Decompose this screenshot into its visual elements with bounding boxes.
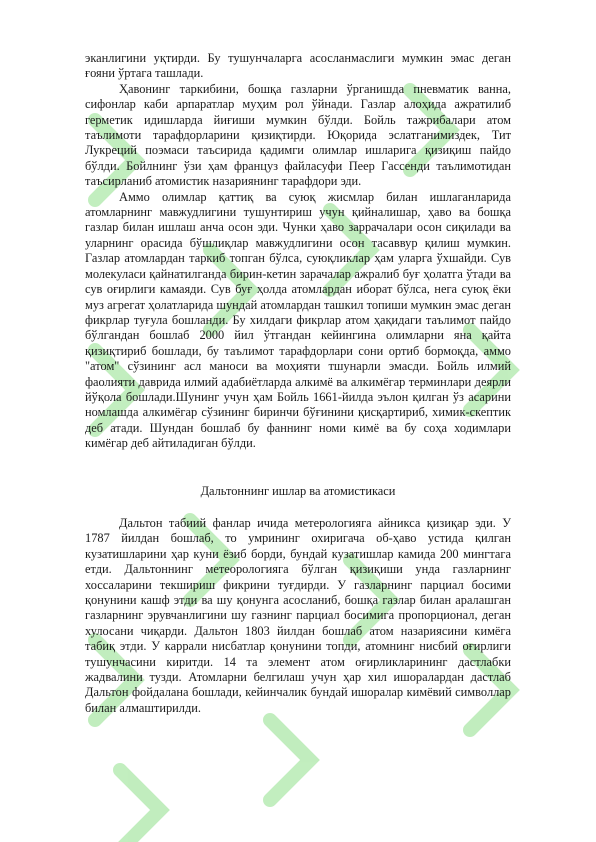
document-body: [85, 51, 511, 716]
paragraph: Дальтон табиий фанлар ичида метерологияга айникса қизиқар эди. У 1787 йилдан бошлаб, то умрининг охиригача об-ҳаво устида қилган кузатишларини ҳар куни ёзиб борди, бундай кузатишлар камида 200 мингтага етди. Дальтоннинг метеорологияга бўлган қизиқиши унда газларнинг хоссаларини текшириш фикрини туғдирди. У газларнинг парциал босими қонунини кашф этди ва шу қонунга асосланиб, бошқа газлар билан аралашган газларнинг эрувчанлигини шу газнинг парциал босимига пропорционал, деган хулосани чиқарди. Дальтон 1803 йилдан бошлаб атом назариясини кимёга табиқ этди. У каррали нисбатлар қонунини топди, атомнинг нисбий оғирлиги тушунчасини киритди. 14 та элемент атом оғирликларининг дастлабки жадвалини тузди. Атомларни белгилаш учун ҳар хил ишоралардан дастлаб Дальтон фойдалана бошлади, кейинчалик бундай ишоралар кимёвий символлар билан алмаштирилди.: [85, 515, 511, 715]
paragraph: Аммо олимлар қаттиқ ва суюқ жисмлар билан ишлаганларида атомларнинг мавжудлигини тушунтириш учун қийналишар, ҳаво ва бошқа газлар билан ишлаш анча осон эди. Чунки ҳаво заррачалари осон сиқилади ва уларнинг орасида бўшлиқлар мавжудлигини осон тасаввур қилиш мумкин. Газлар атомлардан таркиб топган бўлса, суюқликлар ҳам уларга ўхшайди. Сув молекуласи қайнатилганда бирин-кетин зарачалар ажралиб буғ ҳолатга ўтади ва сув оғирлиги камаяди. Сув буғ ҳолда атомлардан иборат бўлса, нега суюқ ёки муз агрегат ҳолатларида шундай атомлардан ташкил топиши мумкин эмас деган фикрлар туғула бошланди. Бу хилдаги фикрлар атом ҳақидаги таълимот пайдо бўлгандан бошлаб 2000 йил ўтгандан кейингина олимларни яна қайта қизиқтириб бошлади, бу таълимот тарафдорлари сони ортиб бормоқда, аммо "атом" сўзининг асл маноси ва моҳияти тшунарли эмасди. Бойль илмий фаолияти даврида илмий адабиётларда алкимё ва алкимёгар терминлари деярли йўқола бошлади.Шунинг учун ҳам Бойль 1661-йилда эълон қилган ўз асарини номлашда алкимёгар сўзининг биринчи бўғинини қисқартириб, химик-скептик деб атади. Шундан бошлаб бу фаннинг номи кимё ва бу соҳа ходимлари кимёгар деб айтиладиган бўлди.: [85, 189, 511, 451]
section-heading: Дальтоннинг ишлар ва атомистикаси: [200, 483, 396, 498]
paragraph: Ҳавонинг таркибини, бошқа газларни ўрганишда пневматик ванна, сифонлар каби арпаратлар муҳим рол ўйнади. Газлар алоҳида ажратилиб герметик идишларда йиғиши мумкин бўлди. Бойль тажрибалари атом таълимоти тарафдорларини қизиқтирди. Юқорида эслатганимиздек, Тит Лукреций поэмаси таъсирида қадимги олимлар ишларига қизиқиш пайдо бўлди. Бойлнинг ўзи ҳам француз файласуфи Пеер Гассенди таълимотидан таъсирланиб атомистик назариянинг тарафдори эди.: [85, 81, 511, 189]
paragraph: эканлигини уқтирди. Бу тушунчаларга асосланмаслиги мумкин эмас деган ғояни ўртага ташлади.: [85, 51, 511, 81]
